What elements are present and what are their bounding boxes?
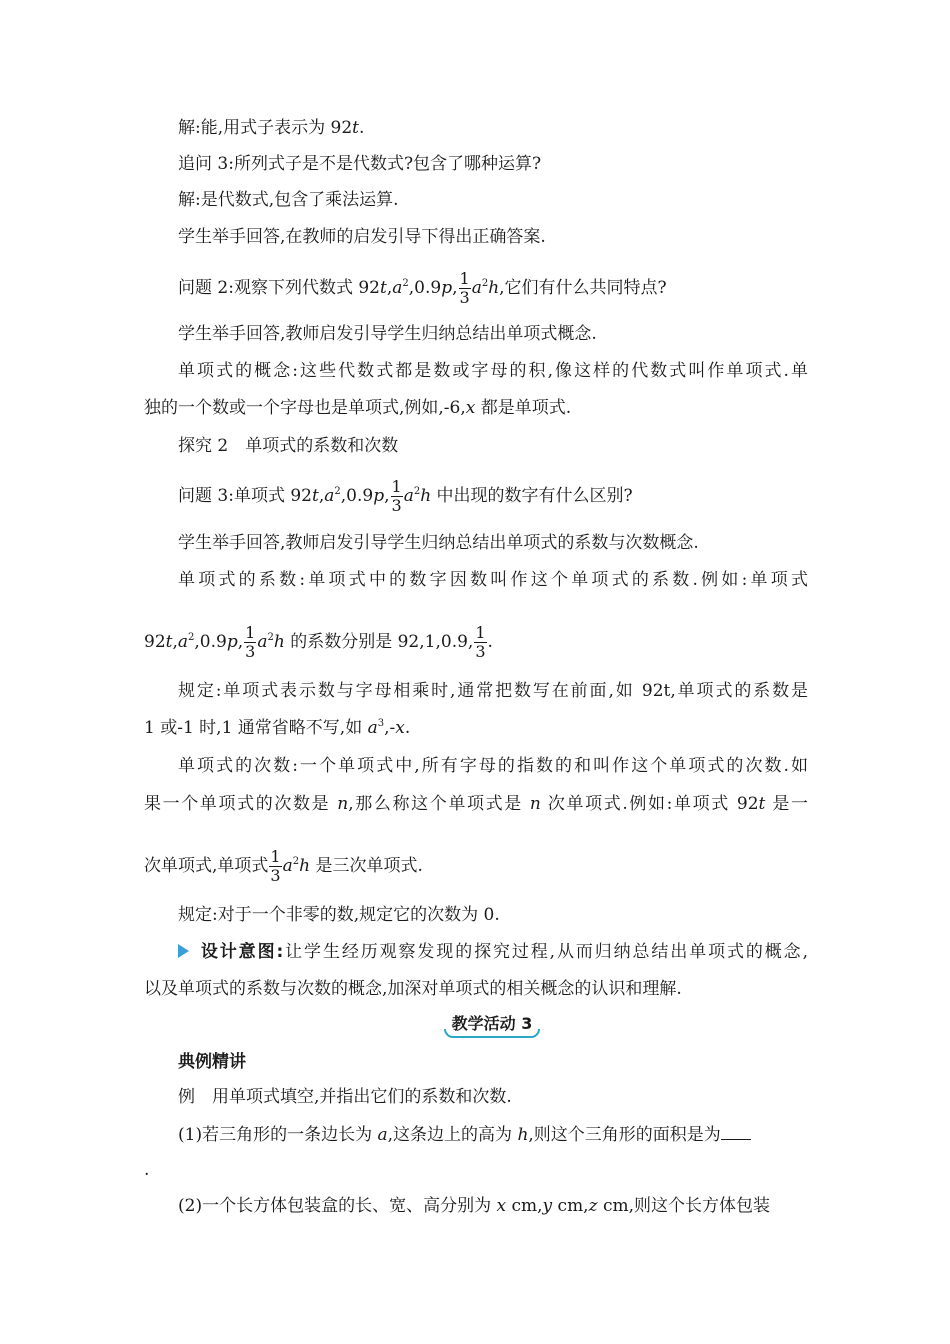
example-item-1-dot: .	[144, 1160, 150, 1180]
coefficient-example: $92t,a^2,0.9p$, $\frac{1}{3}$ $a^2h$ 的系数分别是 92,1,0.9, $\frac{1}{3}$ .	[144, 623, 493, 661]
monomial-definition: 单项式的概念:这些代数式都是数或字母的积,像这样的代数式叫作单项式.单	[178, 361, 808, 381]
degree-definition: 单项式的次数:一个单项式中,所有字母的指数的和叫作这个单项式的次数.如	[178, 756, 808, 776]
example-item-2: (2)一个长方体包装盒的长、宽、高分别为 x cm,y cm,z cm,则这个长方体包装	[178, 1196, 771, 1216]
question-2: 问题 2:观察下列代数式 $92t,a^2,0.9p$, $\frac{1}{3}$ $a^2h$,它们有什么共同特点?	[178, 269, 667, 307]
student-answer-line: 学生举手回答,在教师的启发引导下得出正确答案.	[178, 227, 546, 247]
fraction: $\frac{1}{3}$	[459, 269, 470, 307]
activity-badge: 教学活动 3	[444, 1012, 540, 1038]
fraction: $\frac{1}{3}$	[245, 623, 256, 661]
rule-line-2: 规定:对于一个非零的数,规定它的次数为 0.	[178, 905, 500, 925]
coefficient-definition: 单项式的系数:单项式中的数字因数叫作这个单项式的系数.例如:单项式	[178, 570, 808, 590]
answer-line-1: 解:能,用式子表示为 92t.	[178, 118, 365, 138]
play-triangle-icon	[178, 944, 189, 958]
design-intent-cont: 以及单项式的系数与次数的概念,加深对单项式的相关概念的认识和理解.	[144, 979, 682, 999]
fraction: $\frac{1}{3}$	[270, 847, 281, 885]
degree-definition-cont: 果一个单项式的次数是 n,那么称这个单项式是 n 次单项式.例如:单项式 92t 是一	[144, 794, 809, 814]
answer-line-2: 解:是代数式,包含了乘法运算.	[178, 190, 399, 210]
subhead-examples: 典例精讲	[178, 1052, 246, 1072]
rule-line-1: 规定:单项式表示数与字母相乘时,通常把数写在前面,如 92t,单项式的系数是	[178, 681, 808, 701]
design-intent: 设计意图:让学生经历观察发现的探究过程,从而归纳总结出单项式的概念,	[178, 940, 808, 964]
section-heading-explore-2: 探究 2 单项式的系数和次数	[178, 436, 399, 456]
paragraph-line: 学生举手回答,教师启发引导学生归纳总结出单项式概念.	[178, 324, 597, 344]
example-prompt: 例 用单项式填空,并指出它们的系数和次数.	[178, 1087, 512, 1107]
answer-blank[interactable]	[721, 1122, 751, 1140]
followup-question-3: 追问 3:所列式子是不是代数式?包含了哪种运算?	[178, 154, 542, 174]
paragraph-line: 学生举手回答,教师启发引导学生归纳总结出单项式的系数与次数概念.	[178, 533, 699, 553]
fraction: $\frac{1}{3}$	[475, 623, 486, 661]
fraction: $\frac{1}{3}$	[391, 477, 402, 515]
degree-example: 次单项式,单项式 $\frac{1}{3}$ $a^2h$ 是三次单项式.	[144, 847, 423, 885]
question-3: 问题 3:单项式 $92t,a^2,0.9p$, $\frac{1}{3}$ $a^2h$ 中出现的数字有什么区别?	[178, 477, 633, 515]
rule-line-1-cont: 1 或-1 时,1 通常省略不写,如 $a^3,-x$.	[144, 718, 411, 738]
example-item-1: (1)若三角形的一条边长为 a,这条边上的高为 h,则这个三角形的面积是为	[178, 1122, 808, 1147]
monomial-definition-cont: 独的一个数或一个字母也是单项式,例如,-6,x 都是单项式.	[144, 398, 572, 418]
